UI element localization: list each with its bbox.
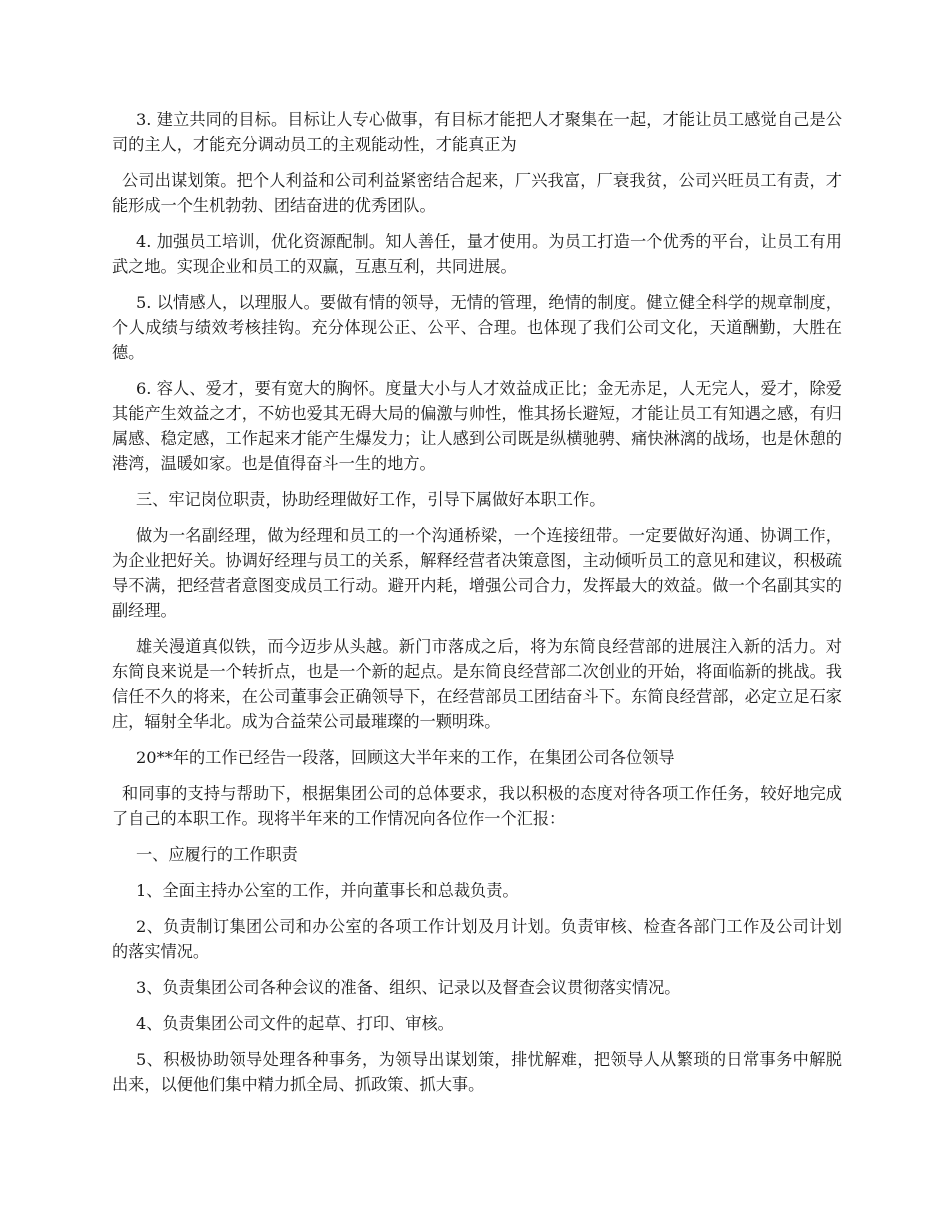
paragraph-deputy-manager: 做为一名副经理，做为经理和员工的一个沟通桥梁，一个连接纽带。一定要做好沟通、协调工作，为企业把好关。协调好经理与员工的关系，解释经营者决策意图，主动倾听员工的意见和建议，积极疏导不满，把经营者意图变成员工行动。避开内耗，增强公司合力，发挥最大的效益。做一个名副其实的副经理。 [112,526,842,620]
paragraph-report: 和同事的支持与帮助下，根据集团公司的总体要求，我以积极的态度对待各项工作任务，较好地完成了自己的本职工作。现将半年来的工作情况向各位作一个汇报： [112,784,842,828]
paragraph-planning: 公司出谋划策。把个人利益和公司利益紧密结合起来，厂兴我富，厂衰我贫，公司兴旺员工有责，才能形成一个生机勃勃、团结奋进的优秀团队。 [112,171,842,215]
paragraph-tolerance: 6. 容人、爱才，要有宽大的胸怀。度量大小与人才效益成正比；金无赤足，人无完人，爱才，除爱其能产生效益之才，不妨也爱其无碍大局的偏激与帅性，惟其扬长避短，才能让员工有知遇之感，有归属感、稳定感，工作起来才能产生爆发力；让人感到公司既是纵横驰骋、痛快淋漓的战场，也是休憩的港湾，温暖如家。也是值得奋斗一生的地方。 [112,379,842,473]
paragraph-review: 20**年的工作已经告一段落，回顾这大半年来的工作，在集团公司各位领导 [136,748,675,767]
list-item-meetings: 3、负责集团公司各种会议的准备、组织、记录以及督查会议贯彻落实情况。 [136,978,681,997]
list-item-documents: 4、负责集团公司文件的起草、打印、审核。 [136,1014,454,1033]
paragraph-goal: 3. 建立共同的目标。目标让人专心做事，有目标才能把人才聚集在一起，才能让员工感觉自己是公司的主人，才能充分调动员工的主观能动性，才能真正为 [112,110,842,154]
list-item-office: 1、全面主持办公室的工作，并向董事长和总裁负责。 [136,881,519,900]
document-page [112,107,842,1108]
paragraph-training: 4. 加强员工培训，优化资源配制。知人善任，量才使用。为员工打造一个优秀的平台，让员工有用武之地。实现企业和员工的双赢，互惠互利，共同进展。 [112,232,842,276]
section-heading-responsibilities: 一、应履行的工作职责 [136,845,298,864]
paragraph-emotion: 5. 以情感人，以理服人。要做有情的领导，无情的管理，绝情的制度。健立健全科学的规章制度，个人成绩与绩效考核挂钩。充分体现公正、公平、合理。也体现了我们公司文化，天道酬勤，大胜在德。 [112,293,842,362]
section-heading-duties: 三、牢记岗位职责，协助经理做好工作，引导下属做好本职工作。 [136,490,606,509]
list-item-assist: 5、积极协助领导处理各种事务，为领导出谋划策，排忧解难，把领导人从繁琐的日常事务中解脱出来，以便他们集中精力抓全局、抓政策、抓大事。 [112,1050,842,1094]
list-item-plans: 2、负责制订集团公司和办公室的各项工作计划及月计划。负责审核、检查各部门工作及公司计划的落实情况。 [112,917,842,961]
paragraph-outlook: 雄关漫道真似铁，而今迈步从头越。新门市落成之后，将为东简良经营部的进展注入新的活力。对东简良来说是一个转折点，也是一个新的起点。是东简良经营部二次创业的开始，将面临新的挑战。我信任不久的将来，在公司董事会正确领导下，在经营部员工团结奋斗下。东简良经营部，必定立足石家庄，辐射全华北。成为合益荣公司最璀璨的一颗明珠。 [112,637,842,731]
